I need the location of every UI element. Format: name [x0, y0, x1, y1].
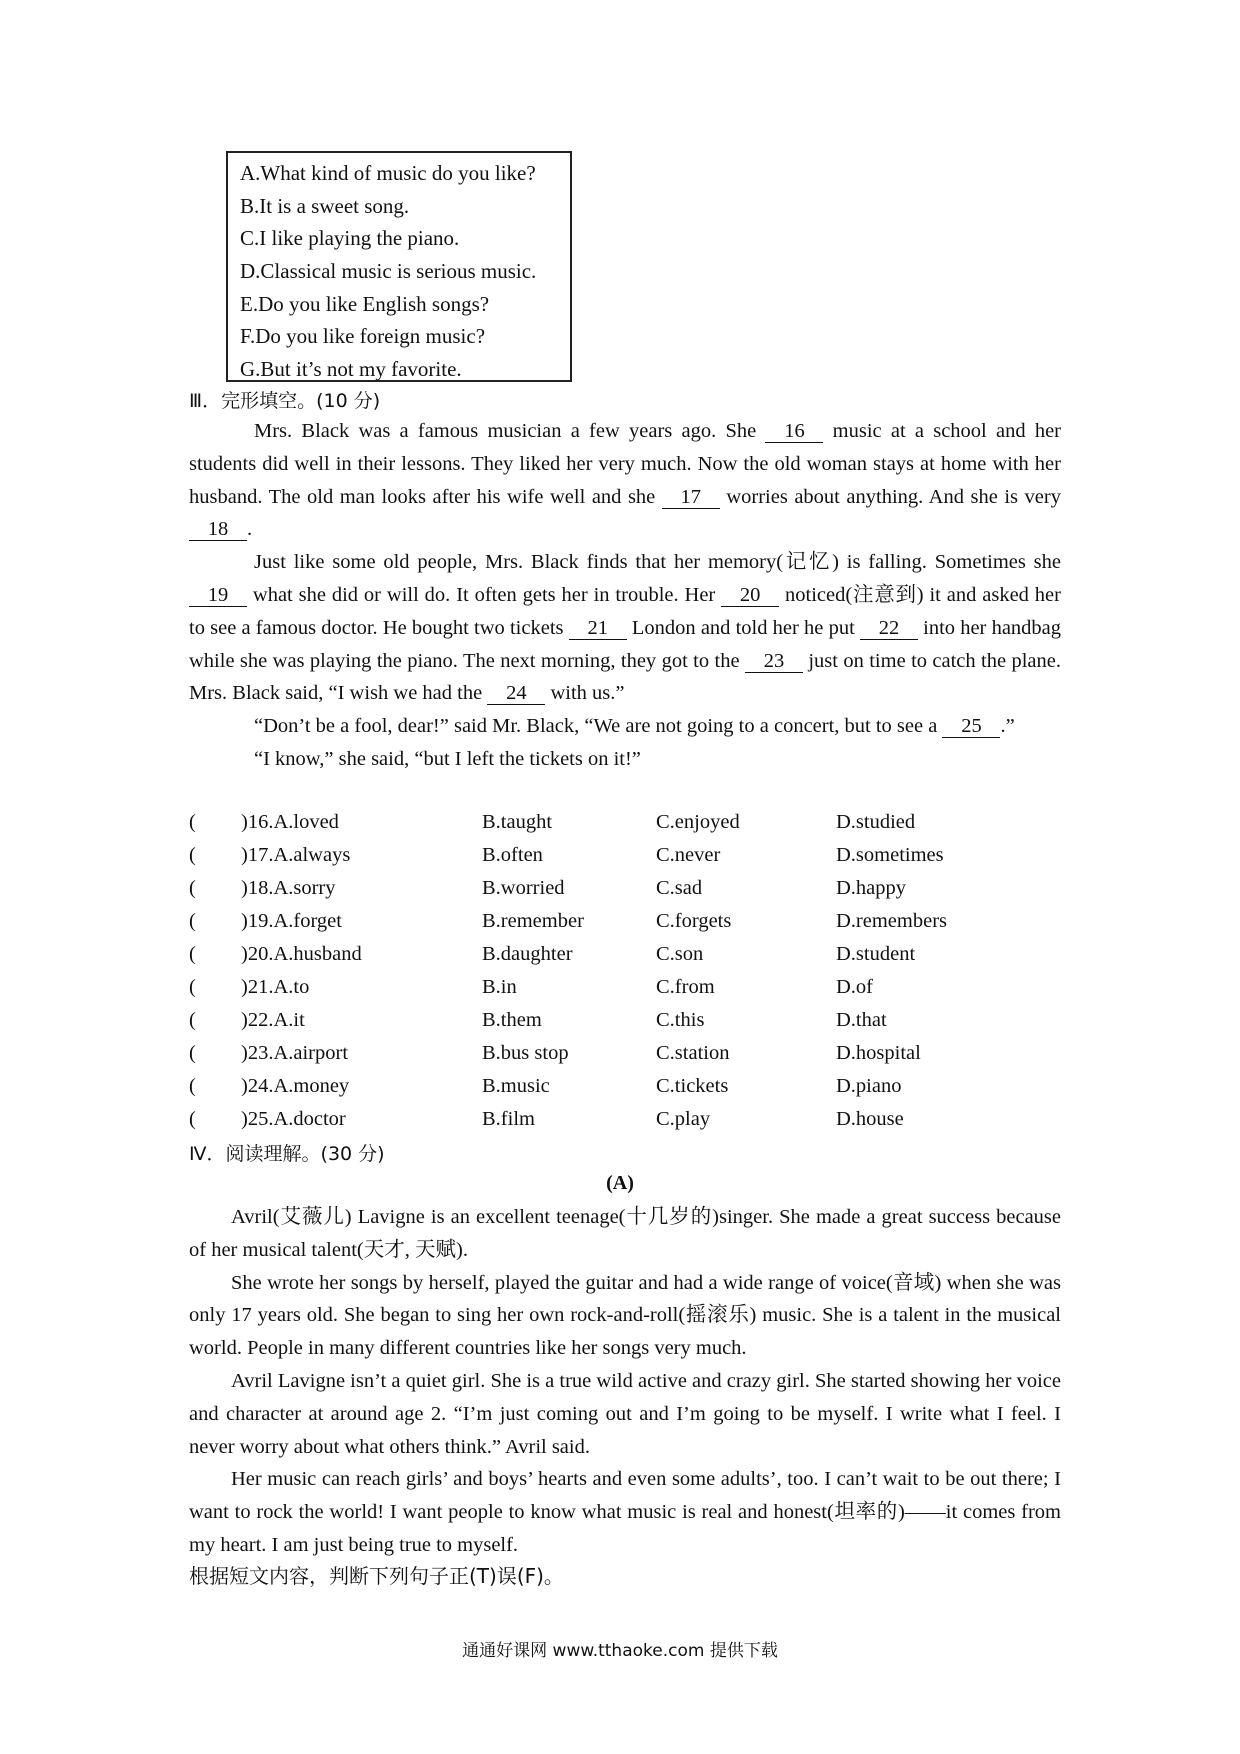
question-row: ( )23.A.airport B.bus stop C.station D.hospital	[189, 1042, 921, 1064]
option-g: G.But it’s not my favorite.	[240, 357, 462, 382]
cloze-paragraph-4: “I know,” she said, “but I left the tickets on it!”	[254, 747, 641, 770]
blank-24: 24	[487, 682, 545, 705]
option-a: A.What kind of music do you like?	[240, 161, 536, 185]
reading-paragraph-3: Avril Lavigne isn’t a quiet girl. She is a true wild active and crazy girl. She started showing her voice and character at around age 2. “I’m just coming out and I’m going to be myself. I write what I feel. I never worry about what others think.” Avril said.	[189, 1369, 1061, 1458]
blank-22: 22	[860, 617, 918, 640]
question-row: ( )16.A.loved B.taught C.enjoyed D.studied	[189, 811, 916, 833]
question-row: ( )21.A.to B.in C.from D.of	[189, 976, 874, 998]
passage-label: (A)	[606, 1172, 634, 1194]
blank-18: 18	[189, 518, 247, 541]
option-e: E.Do you like English songs?	[240, 291, 490, 316]
question-row: ( )24.A.money B.music C.tickets D.piano	[189, 1075, 902, 1097]
option-c: C.I like playing the piano.	[240, 226, 460, 251]
blank-16: 16	[765, 420, 823, 443]
page-footer: 通通好课网 www.tthaoke.com 提供下载	[462, 1641, 778, 1661]
section-3-title: Ⅲ．完形填空。(10 分)	[189, 390, 381, 412]
question-row: ( )18.A.sorry B.worried C.sad D.happy	[189, 877, 907, 899]
section-4-title: Ⅳ．阅读理解。(30 分)	[189, 1143, 385, 1165]
options-box	[226, 151, 572, 382]
reading-paragraph-2: She wrote her songs by herself, played the guitar and had a wide range of voice(音域) when she was only 17 years old. She began to sing her own rock-and-roll(摇滚乐) music. She is a talent in the musical world. People in many different countries like her songs very much.	[189, 1271, 1061, 1360]
reading-passage	[189, 1201, 1061, 1562]
cloze-passage	[189, 415, 1061, 776]
option-d: D.Classical music is serious music.	[240, 259, 537, 284]
cloze-paragraph-1: Mrs. Black was a famous musician a few years ago. She 16 music at a school and her students did well in their lessons. They liked her very much. Now the old woman stays at home with her husband. The old man looks after his wife well and she 17 worries about anything. And she is very 18 .	[189, 420, 1061, 541]
reading-paragraph-1: Avril(艾薇儿) Lavigne is an excellent teenage(十几岁的)singer. She made a great success because of her musical talent(天才, 天赋).	[189, 1206, 1061, 1261]
question-row: ( )20.A.husband B.daughter C.son D.student	[189, 943, 916, 965]
question-row: ( )17.A.always B.often C.never D.sometimes	[189, 844, 944, 866]
question-row: ( )19.A.forget B.remember C.forgets D.remembers	[189, 910, 947, 932]
blank-25: 25	[942, 715, 1000, 738]
question-row: ( )22.A.it B.them C.this D.that	[189, 1009, 887, 1031]
blank-21: 21	[569, 617, 627, 640]
blank-17: 17	[662, 486, 720, 509]
cloze-paragraph-2: Just like some old people, Mrs. Black finds that her memory(记忆) is falling. Sometimes she 19 what she did or will do. It often gets her in trouble. Her 20 noticed(注意到) it and asked her to see a famous doctor. He bought two tickets 21 London and told her he put 22 into her handbag while she was playing the piano. The next morning, they got to the 23 just on time to catch the plane. Mrs. Black said, “I wish we had the 24 with us.”	[189, 551, 1062, 705]
option-f: F.Do you like foreign music?	[240, 324, 486, 349]
blank-20: 20	[721, 584, 779, 607]
blank-19: 19	[189, 584, 247, 607]
question-row: ( )25.A.doctor B.film C.play D.house	[189, 1108, 904, 1130]
reading-paragraph-4: Her music can reach girls’ and boys’ hearts and even some adults’, too. I can’t wait to be out there; I want to rock the world! I want people to know what music is real and honest(坦率的)——it comes from my heart. I am just being true to myself.	[189, 1468, 1061, 1556]
tf-instruction: 根据短文内容，判断下列句子正(T)误(F)。	[189, 1564, 564, 1588]
blank-23: 23	[745, 650, 803, 673]
cloze-paragraph-3: “Don’t be a fool, dear!” said Mr. Black, “We are not going to a concert, but to see a 25 .”	[254, 715, 1015, 738]
option-b: B.It is a sweet song.	[240, 193, 410, 218]
